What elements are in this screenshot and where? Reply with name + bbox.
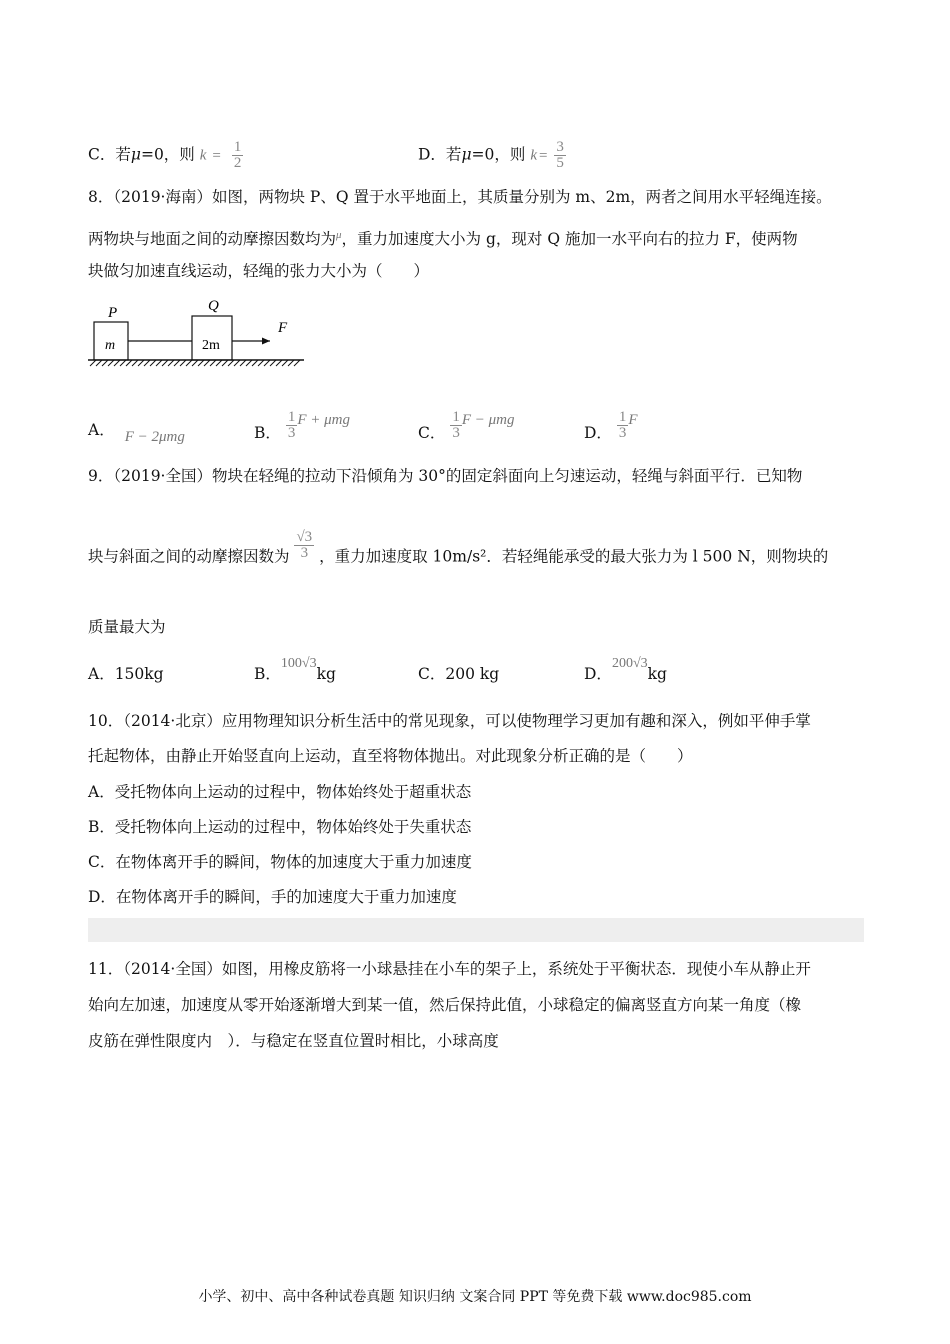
q11-line1: 11．（2014·全国）如图，用橡皮筋将一小球悬挂在小车的架子上，系统处于平衡状态．现使小车从静止开 — [88, 960, 811, 978]
q7-option-d: D．若μ=0，则 k = $\frac{3}{5}$ — [418, 139, 564, 171]
block-p-mass: m — [105, 338, 116, 353]
q11-line3: 皮筋在弹性限度内 ）．与稳定在竖直位置时相比，小球高度 — [88, 1032, 499, 1050]
q10-option-d: D．在物体离开手的瞬间，手的加速度大于重力加速度 — [88, 888, 457, 906]
q8d-fraction: $\frac{1}{3}$ — [618, 409, 627, 441]
q10-option-a: A．受托物体向上运动的过程中，物体始终处于超重状态 — [88, 783, 472, 801]
q9-line1: 9．（2019·全国）物块在轻绳的拉动下沿倾角为 30°的固定斜面向上匀速运动，轻绳与斜面平行．已知物 — [88, 467, 803, 485]
q8c-fraction: $\frac{1}{3}$ — [452, 409, 460, 441]
divider-band — [88, 918, 864, 942]
q7d-fraction: $\frac{3}{5}$ — [556, 139, 564, 171]
q8-line2: 两物块与地面之间的动摩擦因数均为$^\mu$，重力加速度大小为 g，现对 Q 施加一水平向右的拉力 F，使两物 — [88, 229, 798, 249]
q9-option-c: C．200 kg — [418, 665, 500, 683]
force-arrowhead — [262, 338, 270, 345]
q8-option-a: A． F − 2μmg — [88, 421, 185, 445]
q8-line1: 8．（2019·海南）如图，两物块 P、Q 置于水平地面上，其质量分别为 m、2m，两者之间用水平轻绳连接。 — [88, 188, 832, 206]
block-q-mass: 2m — [202, 338, 220, 353]
q10-line1: 10．（2014·北京）应用物理知识分析生活中的常见现象，可以使物理学习更加有趣和深入，例如平伸手掌 — [88, 712, 811, 730]
q8-option-c: C． $\frac{1}{3}$ F − μmg — [418, 409, 515, 442]
q9-option-b: B．100√3kg — [254, 656, 336, 683]
page-footer: 小学、初中、高中各种试卷真题 知识归纳 文案合同 PPT 等免费下载 www.doc985.com — [198, 1289, 752, 1305]
force-label: F — [278, 320, 288, 336]
q11-line2: 始向左加速，加速度从零开始逐渐增大到某一值，然后保持此值，小球稳定的偏离竖直方向某一角度（橡 — [88, 996, 802, 1014]
q9-option-a: A．150kg — [88, 665, 164, 683]
q7-option-c: C．若μ=0，则 k = $\frac{1}{2}$ — [88, 139, 242, 171]
q9-fraction: $\frac{√3}{3}$ — [296, 529, 313, 561]
q8-option-d: D． $\frac{1}{3}$ F — [584, 409, 638, 442]
q8-option-b: B． $\frac{1}{3}$ F + μmg — [254, 409, 350, 442]
q8b-fraction: $\frac{1}{3}$ — [287, 409, 296, 441]
q9-option-d: D．200√3kg — [584, 656, 667, 683]
q9-line3: 质量最大为 — [88, 618, 166, 636]
figure-label-p: P — [108, 305, 118, 321]
q10-option-c: C．在物体离开手的瞬间，物体的加速度大于重力加速度 — [88, 853, 472, 871]
q7c-fraction: $\frac{1}{2}$ — [233, 139, 242, 171]
q10-option-b: B．受托物体向上运动的过程中，物体始终处于失重状态 — [88, 818, 472, 836]
q10-line2: 托起物体，由静止开始竖直向上运动，直至将物体抛出。对此现象分析正确的是（ ） — [88, 747, 693, 765]
q8-line3: 块做匀加速直线运动，轻绳的张力大小为（ ） — [88, 262, 430, 280]
q9-line2: 块与斜面之间的动摩擦因数为 $\frac{√3}{3}$ ，重力加速度取 10m/s²．若轻绳能承受的最大张力为 l 500 N，则物块的 — [88, 529, 829, 566]
figure-label-q: Q — [208, 298, 219, 314]
ground-hatching — [90, 360, 300, 366]
q8-figure — [86, 296, 316, 372]
